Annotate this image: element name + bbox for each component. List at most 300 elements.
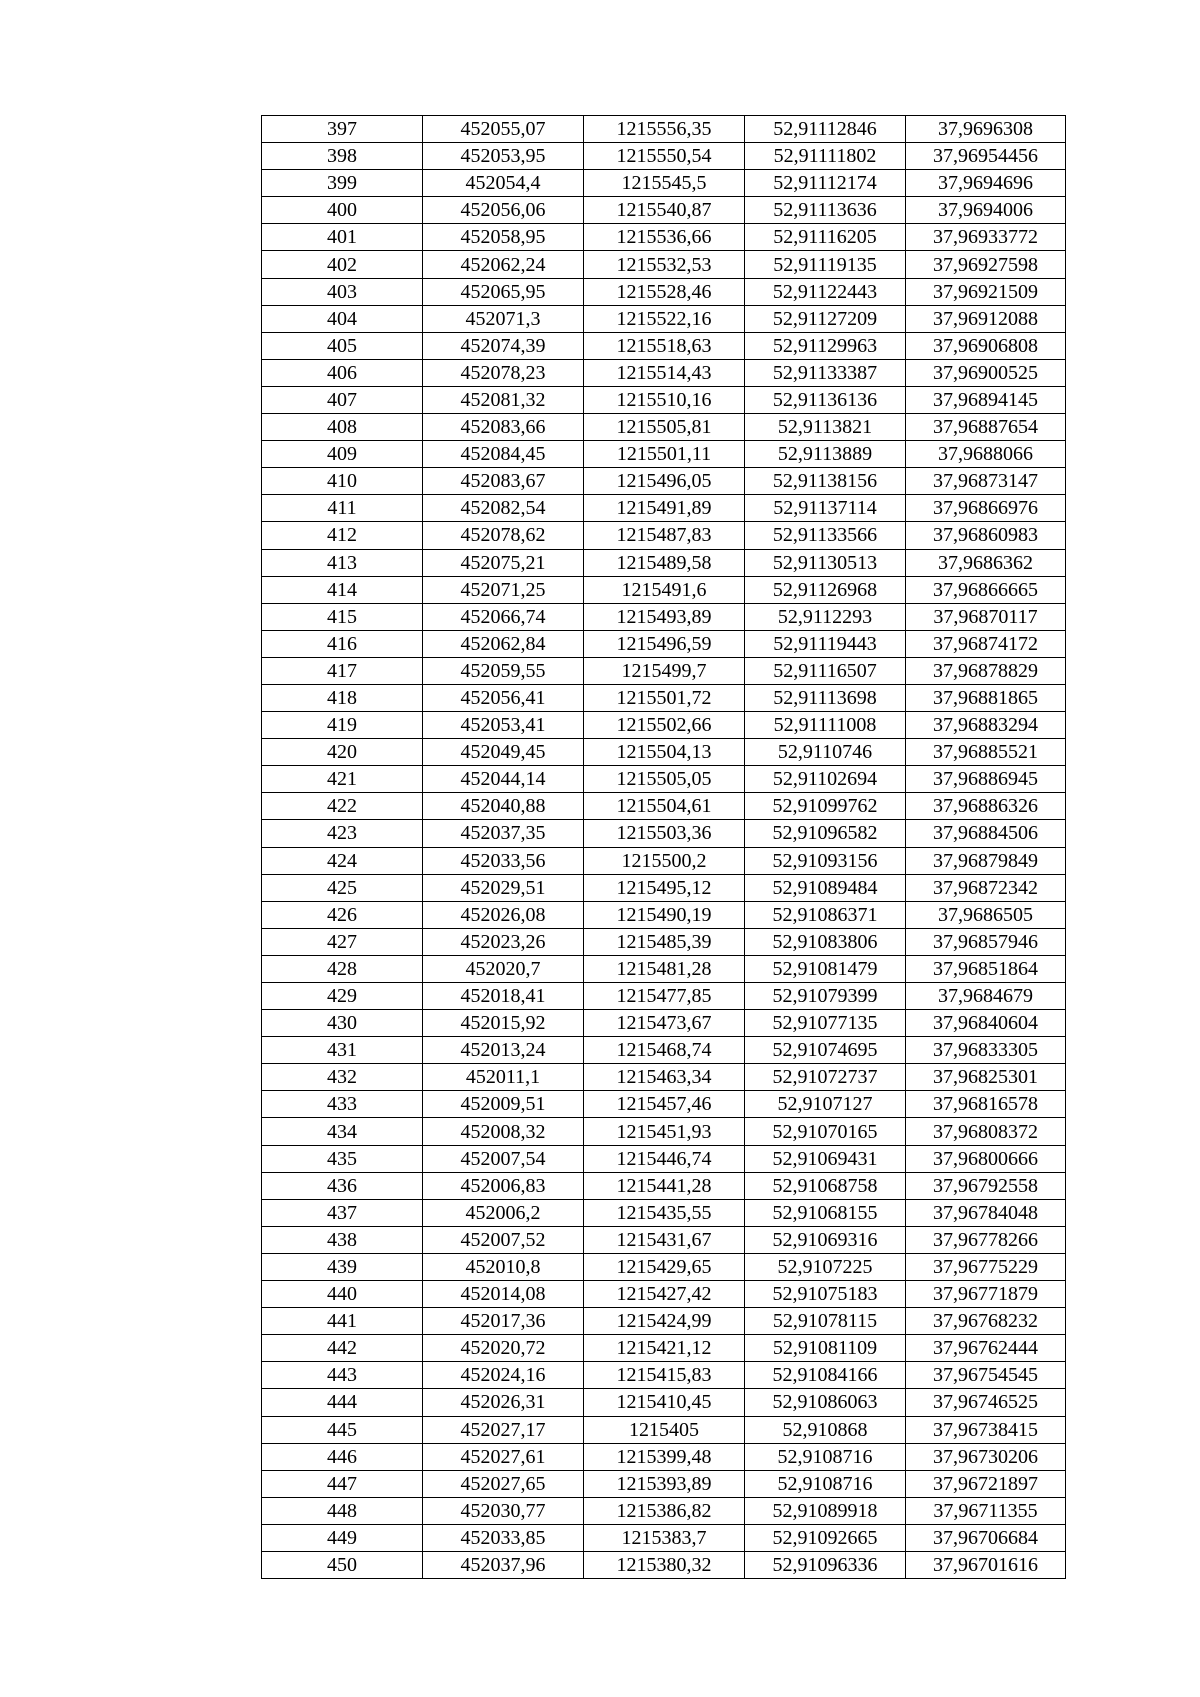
y-coordinate-cell: 1215386,82 bbox=[584, 1497, 745, 1524]
point-number-cell: 422 bbox=[262, 793, 423, 820]
x-coordinate-cell: 452015,92 bbox=[423, 1010, 584, 1037]
y-coordinate-cell: 1215441,28 bbox=[584, 1172, 745, 1199]
latitude-cell: 52,91077135 bbox=[745, 1010, 906, 1037]
latitude-cell: 52,91068758 bbox=[745, 1172, 906, 1199]
table-row bbox=[262, 414, 1066, 441]
y-coordinate-cell: 1215504,13 bbox=[584, 739, 745, 766]
point-number-cell: 402 bbox=[262, 251, 423, 278]
table-row bbox=[262, 657, 1066, 684]
latitude-cell: 52,91070165 bbox=[745, 1118, 906, 1145]
longitude-cell: 37,96701616 bbox=[906, 1551, 1066, 1578]
y-coordinate-cell: 1215502,66 bbox=[584, 712, 745, 739]
latitude-cell: 52,9110746 bbox=[745, 739, 906, 766]
point-number-cell: 440 bbox=[262, 1281, 423, 1308]
latitude-cell: 52,91111802 bbox=[745, 143, 906, 170]
x-coordinate-cell: 452033,56 bbox=[423, 847, 584, 874]
latitude-cell: 52,91133387 bbox=[745, 359, 906, 386]
x-coordinate-cell: 452026,08 bbox=[423, 901, 584, 928]
point-number-cell: 439 bbox=[262, 1253, 423, 1280]
longitude-cell: 37,96775229 bbox=[906, 1253, 1066, 1280]
y-coordinate-cell: 1215522,16 bbox=[584, 305, 745, 332]
point-number-cell: 417 bbox=[262, 657, 423, 684]
x-coordinate-cell: 452053,41 bbox=[423, 712, 584, 739]
longitude-cell: 37,96900525 bbox=[906, 359, 1066, 386]
latitude-cell: 52,91127209 bbox=[745, 305, 906, 332]
y-coordinate-cell: 1215505,05 bbox=[584, 766, 745, 793]
table-row bbox=[262, 549, 1066, 576]
table-row bbox=[262, 1145, 1066, 1172]
latitude-cell: 52,91122443 bbox=[745, 278, 906, 305]
longitude-cell: 37,96884506 bbox=[906, 820, 1066, 847]
latitude-cell: 52,91068155 bbox=[745, 1199, 906, 1226]
latitude-cell: 52,91099762 bbox=[745, 793, 906, 820]
latitude-cell: 52,91119443 bbox=[745, 630, 906, 657]
point-number-cell: 428 bbox=[262, 955, 423, 982]
longitude-cell: 37,96860983 bbox=[906, 522, 1066, 549]
x-coordinate-cell: 452037,96 bbox=[423, 1551, 584, 1578]
latitude-cell: 52,9108716 bbox=[745, 1443, 906, 1470]
y-coordinate-cell: 1215504,61 bbox=[584, 793, 745, 820]
table-row bbox=[262, 278, 1066, 305]
x-coordinate-cell: 452081,32 bbox=[423, 386, 584, 413]
y-coordinate-cell: 1215424,99 bbox=[584, 1308, 745, 1335]
table-row bbox=[262, 1226, 1066, 1253]
point-number-cell: 438 bbox=[262, 1226, 423, 1253]
latitude-cell: 52,91126968 bbox=[745, 576, 906, 603]
longitude-cell: 37,96738415 bbox=[906, 1416, 1066, 1443]
point-number-cell: 420 bbox=[262, 739, 423, 766]
x-coordinate-cell: 452065,95 bbox=[423, 278, 584, 305]
y-coordinate-cell: 1215501,11 bbox=[584, 441, 745, 468]
y-coordinate-cell: 1215457,46 bbox=[584, 1091, 745, 1118]
latitude-cell: 52,91069431 bbox=[745, 1145, 906, 1172]
table-row bbox=[262, 1281, 1066, 1308]
latitude-cell: 52,91083806 bbox=[745, 928, 906, 955]
latitude-cell: 52,91086371 bbox=[745, 901, 906, 928]
point-number-cell: 401 bbox=[262, 224, 423, 251]
point-number-cell: 397 bbox=[262, 116, 423, 143]
longitude-cell: 37,96746525 bbox=[906, 1389, 1066, 1416]
longitude-cell: 37,96870117 bbox=[906, 603, 1066, 630]
x-coordinate-cell: 452058,95 bbox=[423, 224, 584, 251]
latitude-cell: 52,91112846 bbox=[745, 116, 906, 143]
x-coordinate-cell: 452017,36 bbox=[423, 1308, 584, 1335]
latitude-cell: 52,91078115 bbox=[745, 1308, 906, 1335]
table-row bbox=[262, 1524, 1066, 1551]
x-coordinate-cell: 452062,24 bbox=[423, 251, 584, 278]
longitude-cell: 37,96825301 bbox=[906, 1064, 1066, 1091]
x-coordinate-cell: 452049,45 bbox=[423, 739, 584, 766]
longitude-cell: 37,96883294 bbox=[906, 712, 1066, 739]
latitude-cell: 52,91069316 bbox=[745, 1226, 906, 1253]
point-number-cell: 447 bbox=[262, 1470, 423, 1497]
latitude-cell: 52,9107225 bbox=[745, 1253, 906, 1280]
point-number-cell: 412 bbox=[262, 522, 423, 549]
longitude-cell: 37,96933772 bbox=[906, 224, 1066, 251]
latitude-cell: 52,91084166 bbox=[745, 1362, 906, 1389]
y-coordinate-cell: 1215451,93 bbox=[584, 1118, 745, 1145]
latitude-cell: 52,91093156 bbox=[745, 847, 906, 874]
y-coordinate-cell: 1215505,81 bbox=[584, 414, 745, 441]
table-row bbox=[262, 197, 1066, 224]
y-coordinate-cell: 1215383,7 bbox=[584, 1524, 745, 1551]
longitude-cell: 37,96851864 bbox=[906, 955, 1066, 982]
point-number-cell: 432 bbox=[262, 1064, 423, 1091]
point-number-cell: 430 bbox=[262, 1010, 423, 1037]
point-number-cell: 424 bbox=[262, 847, 423, 874]
longitude-cell: 37,96886326 bbox=[906, 793, 1066, 820]
table-row bbox=[262, 766, 1066, 793]
x-coordinate-cell: 452027,61 bbox=[423, 1443, 584, 1470]
longitude-cell: 37,96778266 bbox=[906, 1226, 1066, 1253]
longitude-cell: 37,96879849 bbox=[906, 847, 1066, 874]
y-coordinate-cell: 1215481,28 bbox=[584, 955, 745, 982]
longitude-cell: 37,96866976 bbox=[906, 495, 1066, 522]
latitude-cell: 52,91137114 bbox=[745, 495, 906, 522]
coordinates-table bbox=[261, 115, 1066, 1579]
longitude-cell: 37,96866665 bbox=[906, 576, 1066, 603]
point-number-cell: 443 bbox=[262, 1362, 423, 1389]
y-coordinate-cell: 1215399,48 bbox=[584, 1443, 745, 1470]
table-row bbox=[262, 359, 1066, 386]
y-coordinate-cell: 1215493,89 bbox=[584, 603, 745, 630]
latitude-cell: 52,91112174 bbox=[745, 170, 906, 197]
table-row bbox=[262, 251, 1066, 278]
latitude-cell: 52,91116507 bbox=[745, 657, 906, 684]
table-row bbox=[262, 793, 1066, 820]
point-number-cell: 431 bbox=[262, 1037, 423, 1064]
point-number-cell: 437 bbox=[262, 1199, 423, 1226]
longitude-cell: 37,96872342 bbox=[906, 874, 1066, 901]
longitude-cell: 37,96927598 bbox=[906, 251, 1066, 278]
latitude-cell: 52,91136136 bbox=[745, 386, 906, 413]
x-coordinate-cell: 452056,41 bbox=[423, 684, 584, 711]
y-coordinate-cell: 1215545,5 bbox=[584, 170, 745, 197]
table-row bbox=[262, 983, 1066, 1010]
point-number-cell: 408 bbox=[262, 414, 423, 441]
point-number-cell: 413 bbox=[262, 549, 423, 576]
latitude-cell: 52,9113889 bbox=[745, 441, 906, 468]
y-coordinate-cell: 1215556,35 bbox=[584, 116, 745, 143]
latitude-cell: 52,91113636 bbox=[745, 197, 906, 224]
point-number-cell: 416 bbox=[262, 630, 423, 657]
table-row bbox=[262, 1253, 1066, 1280]
x-coordinate-cell: 452029,51 bbox=[423, 874, 584, 901]
latitude-cell: 52,9113821 bbox=[745, 414, 906, 441]
longitude-cell: 37,96878829 bbox=[906, 657, 1066, 684]
longitude-cell: 37,96768232 bbox=[906, 1308, 1066, 1335]
point-number-cell: 434 bbox=[262, 1118, 423, 1145]
longitude-cell: 37,96894145 bbox=[906, 386, 1066, 413]
table-row bbox=[262, 224, 1066, 251]
y-coordinate-cell: 1215415,83 bbox=[584, 1362, 745, 1389]
y-coordinate-cell: 1215429,65 bbox=[584, 1253, 745, 1280]
latitude-cell: 52,91089484 bbox=[745, 874, 906, 901]
table-row bbox=[262, 1064, 1066, 1091]
latitude-cell: 52,91074695 bbox=[745, 1037, 906, 1064]
y-coordinate-cell: 1215496,59 bbox=[584, 630, 745, 657]
table-row bbox=[262, 901, 1066, 928]
x-coordinate-cell: 452075,21 bbox=[423, 549, 584, 576]
table-row bbox=[262, 1389, 1066, 1416]
latitude-cell: 52,91096336 bbox=[745, 1551, 906, 1578]
latitude-cell: 52,91133566 bbox=[745, 522, 906, 549]
point-number-cell: 449 bbox=[262, 1524, 423, 1551]
y-coordinate-cell: 1215410,45 bbox=[584, 1389, 745, 1416]
longitude-cell: 37,96784048 bbox=[906, 1199, 1066, 1226]
y-coordinate-cell: 1215496,05 bbox=[584, 468, 745, 495]
y-coordinate-cell: 1215495,12 bbox=[584, 874, 745, 901]
y-coordinate-cell: 1215532,53 bbox=[584, 251, 745, 278]
x-coordinate-cell: 452074,39 bbox=[423, 332, 584, 359]
longitude-cell: 37,96706684 bbox=[906, 1524, 1066, 1551]
y-coordinate-cell: 1215473,67 bbox=[584, 1010, 745, 1037]
y-coordinate-cell: 1215487,83 bbox=[584, 522, 745, 549]
x-coordinate-cell: 452071,3 bbox=[423, 305, 584, 332]
x-coordinate-cell: 452056,06 bbox=[423, 197, 584, 224]
y-coordinate-cell: 1215435,55 bbox=[584, 1199, 745, 1226]
y-coordinate-cell: 1215446,74 bbox=[584, 1145, 745, 1172]
y-coordinate-cell: 1215380,32 bbox=[584, 1551, 745, 1578]
longitude-cell: 37,96771879 bbox=[906, 1281, 1066, 1308]
point-number-cell: 407 bbox=[262, 386, 423, 413]
x-coordinate-cell: 452054,4 bbox=[423, 170, 584, 197]
point-number-cell: 406 bbox=[262, 359, 423, 386]
latitude-cell: 52,91081109 bbox=[745, 1335, 906, 1362]
table-row bbox=[262, 712, 1066, 739]
longitude-cell: 37,96881865 bbox=[906, 684, 1066, 711]
x-coordinate-cell: 452011,1 bbox=[423, 1064, 584, 1091]
y-coordinate-cell: 1215393,89 bbox=[584, 1470, 745, 1497]
x-coordinate-cell: 452014,08 bbox=[423, 1281, 584, 1308]
table-row bbox=[262, 1497, 1066, 1524]
x-coordinate-cell: 452009,51 bbox=[423, 1091, 584, 1118]
table-row bbox=[262, 1172, 1066, 1199]
latitude-cell: 52,9107127 bbox=[745, 1091, 906, 1118]
table-row bbox=[262, 1091, 1066, 1118]
point-number-cell: 409 bbox=[262, 441, 423, 468]
longitude-cell: 37,96885521 bbox=[906, 739, 1066, 766]
latitude-cell: 52,91111008 bbox=[745, 712, 906, 739]
longitude-cell: 37,96887654 bbox=[906, 414, 1066, 441]
table-row bbox=[262, 1308, 1066, 1335]
point-number-cell: 426 bbox=[262, 901, 423, 928]
y-coordinate-cell: 1215489,58 bbox=[584, 549, 745, 576]
y-coordinate-cell: 1215550,54 bbox=[584, 143, 745, 170]
longitude-cell: 37,96886945 bbox=[906, 766, 1066, 793]
x-coordinate-cell: 452006,2 bbox=[423, 1199, 584, 1226]
point-number-cell: 398 bbox=[262, 143, 423, 170]
longitude-cell: 37,96792558 bbox=[906, 1172, 1066, 1199]
x-coordinate-cell: 452007,54 bbox=[423, 1145, 584, 1172]
x-coordinate-cell: 452018,41 bbox=[423, 983, 584, 1010]
table-row bbox=[262, 1443, 1066, 1470]
longitude-cell: 37,9688066 bbox=[906, 441, 1066, 468]
point-number-cell: 421 bbox=[262, 766, 423, 793]
table-row bbox=[262, 874, 1066, 901]
point-number-cell: 399 bbox=[262, 170, 423, 197]
longitude-cell: 37,9694006 bbox=[906, 197, 1066, 224]
point-number-cell: 429 bbox=[262, 983, 423, 1010]
table-row bbox=[262, 143, 1066, 170]
x-coordinate-cell: 452040,88 bbox=[423, 793, 584, 820]
table-row bbox=[262, 955, 1066, 982]
latitude-cell: 52,91079399 bbox=[745, 983, 906, 1010]
x-coordinate-cell: 452078,23 bbox=[423, 359, 584, 386]
x-coordinate-cell: 452027,65 bbox=[423, 1470, 584, 1497]
table-row bbox=[262, 630, 1066, 657]
x-coordinate-cell: 452026,31 bbox=[423, 1389, 584, 1416]
point-number-cell: 423 bbox=[262, 820, 423, 847]
x-coordinate-cell: 452010,8 bbox=[423, 1253, 584, 1280]
latitude-cell: 52,91089918 bbox=[745, 1497, 906, 1524]
longitude-cell: 37,96873147 bbox=[906, 468, 1066, 495]
y-coordinate-cell: 1215540,87 bbox=[584, 197, 745, 224]
x-coordinate-cell: 452083,67 bbox=[423, 468, 584, 495]
x-coordinate-cell: 452020,72 bbox=[423, 1335, 584, 1362]
x-coordinate-cell: 452024,16 bbox=[423, 1362, 584, 1389]
table-row bbox=[262, 1551, 1066, 1578]
longitude-cell: 37,96721897 bbox=[906, 1470, 1066, 1497]
x-coordinate-cell: 452055,07 bbox=[423, 116, 584, 143]
latitude-cell: 52,91075183 bbox=[745, 1281, 906, 1308]
x-coordinate-cell: 452006,83 bbox=[423, 1172, 584, 1199]
coordinates-table-body bbox=[262, 116, 1066, 1579]
x-coordinate-cell: 452037,35 bbox=[423, 820, 584, 847]
longitude-cell: 37,9694696 bbox=[906, 170, 1066, 197]
longitude-cell: 37,96906808 bbox=[906, 332, 1066, 359]
latitude-cell: 52,91096582 bbox=[745, 820, 906, 847]
table-row bbox=[262, 305, 1066, 332]
x-coordinate-cell: 452084,45 bbox=[423, 441, 584, 468]
table-row bbox=[262, 495, 1066, 522]
longitude-cell: 37,9696308 bbox=[906, 116, 1066, 143]
latitude-cell: 52,9108716 bbox=[745, 1470, 906, 1497]
y-coordinate-cell: 1215477,85 bbox=[584, 983, 745, 1010]
y-coordinate-cell: 1215500,2 bbox=[584, 847, 745, 874]
y-coordinate-cell: 1215468,74 bbox=[584, 1037, 745, 1064]
point-number-cell: 405 bbox=[262, 332, 423, 359]
latitude-cell: 52,91086063 bbox=[745, 1389, 906, 1416]
longitude-cell: 37,96874172 bbox=[906, 630, 1066, 657]
y-coordinate-cell: 1215491,89 bbox=[584, 495, 745, 522]
x-coordinate-cell: 452020,7 bbox=[423, 955, 584, 982]
latitude-cell: 52,91081479 bbox=[745, 955, 906, 982]
point-number-cell: 415 bbox=[262, 603, 423, 630]
x-coordinate-cell: 452082,54 bbox=[423, 495, 584, 522]
point-number-cell: 404 bbox=[262, 305, 423, 332]
y-coordinate-cell: 1215528,46 bbox=[584, 278, 745, 305]
x-coordinate-cell: 452013,24 bbox=[423, 1037, 584, 1064]
y-coordinate-cell: 1215491,6 bbox=[584, 576, 745, 603]
y-coordinate-cell: 1215503,36 bbox=[584, 820, 745, 847]
y-coordinate-cell: 1215499,7 bbox=[584, 657, 745, 684]
y-coordinate-cell: 1215405 bbox=[584, 1416, 745, 1443]
point-number-cell: 436 bbox=[262, 1172, 423, 1199]
point-number-cell: 414 bbox=[262, 576, 423, 603]
point-number-cell: 448 bbox=[262, 1497, 423, 1524]
point-number-cell: 445 bbox=[262, 1416, 423, 1443]
point-number-cell: 442 bbox=[262, 1335, 423, 1362]
table-row bbox=[262, 386, 1066, 413]
y-coordinate-cell: 1215501,72 bbox=[584, 684, 745, 711]
point-number-cell: 400 bbox=[262, 197, 423, 224]
y-coordinate-cell: 1215463,34 bbox=[584, 1064, 745, 1091]
table-row bbox=[262, 847, 1066, 874]
longitude-cell: 37,96800666 bbox=[906, 1145, 1066, 1172]
longitude-cell: 37,96762444 bbox=[906, 1335, 1066, 1362]
y-coordinate-cell: 1215421,12 bbox=[584, 1335, 745, 1362]
x-coordinate-cell: 452062,84 bbox=[423, 630, 584, 657]
latitude-cell: 52,91119135 bbox=[745, 251, 906, 278]
table-row bbox=[262, 603, 1066, 630]
table-row bbox=[262, 739, 1066, 766]
point-number-cell: 433 bbox=[262, 1091, 423, 1118]
table-row bbox=[262, 1199, 1066, 1226]
x-coordinate-cell: 452083,66 bbox=[423, 414, 584, 441]
table-row bbox=[262, 116, 1066, 143]
longitude-cell: 37,96954456 bbox=[906, 143, 1066, 170]
y-coordinate-cell: 1215518,63 bbox=[584, 332, 745, 359]
y-coordinate-cell: 1215510,16 bbox=[584, 386, 745, 413]
point-number-cell: 435 bbox=[262, 1145, 423, 1172]
x-coordinate-cell: 452007,52 bbox=[423, 1226, 584, 1253]
table-row bbox=[262, 170, 1066, 197]
point-number-cell: 441 bbox=[262, 1308, 423, 1335]
y-coordinate-cell: 1215427,42 bbox=[584, 1281, 745, 1308]
latitude-cell: 52,9112293 bbox=[745, 603, 906, 630]
longitude-cell: 37,9686362 bbox=[906, 549, 1066, 576]
table-row bbox=[262, 522, 1066, 549]
latitude-cell: 52,91072737 bbox=[745, 1064, 906, 1091]
latitude-cell: 52,91116205 bbox=[745, 224, 906, 251]
point-number-cell: 444 bbox=[262, 1389, 423, 1416]
y-coordinate-cell: 1215485,39 bbox=[584, 928, 745, 955]
table-row bbox=[262, 1118, 1066, 1145]
x-coordinate-cell: 452071,25 bbox=[423, 576, 584, 603]
table-row bbox=[262, 684, 1066, 711]
x-coordinate-cell: 452008,32 bbox=[423, 1118, 584, 1145]
y-coordinate-cell: 1215536,66 bbox=[584, 224, 745, 251]
point-number-cell: 410 bbox=[262, 468, 423, 495]
table-row bbox=[262, 1037, 1066, 1064]
point-number-cell: 450 bbox=[262, 1551, 423, 1578]
point-number-cell: 425 bbox=[262, 874, 423, 901]
table-row bbox=[262, 1470, 1066, 1497]
table-row bbox=[262, 1416, 1066, 1443]
x-coordinate-cell: 452044,14 bbox=[423, 766, 584, 793]
x-coordinate-cell: 452027,17 bbox=[423, 1416, 584, 1443]
table-row bbox=[262, 576, 1066, 603]
x-coordinate-cell: 452059,55 bbox=[423, 657, 584, 684]
table-row bbox=[262, 332, 1066, 359]
x-coordinate-cell: 452023,26 bbox=[423, 928, 584, 955]
longitude-cell: 37,96833305 bbox=[906, 1037, 1066, 1064]
longitude-cell: 37,96921509 bbox=[906, 278, 1066, 305]
point-number-cell: 419 bbox=[262, 712, 423, 739]
y-coordinate-cell: 1215490,19 bbox=[584, 901, 745, 928]
latitude-cell: 52,91092665 bbox=[745, 1524, 906, 1551]
longitude-cell: 37,9686505 bbox=[906, 901, 1066, 928]
table-row bbox=[262, 928, 1066, 955]
latitude-cell: 52,910868 bbox=[745, 1416, 906, 1443]
latitude-cell: 52,91138156 bbox=[745, 468, 906, 495]
table-row bbox=[262, 820, 1066, 847]
longitude-cell: 37,9684679 bbox=[906, 983, 1066, 1010]
longitude-cell: 37,96840604 bbox=[906, 1010, 1066, 1037]
point-number-cell: 411 bbox=[262, 495, 423, 522]
x-coordinate-cell: 452078,62 bbox=[423, 522, 584, 549]
